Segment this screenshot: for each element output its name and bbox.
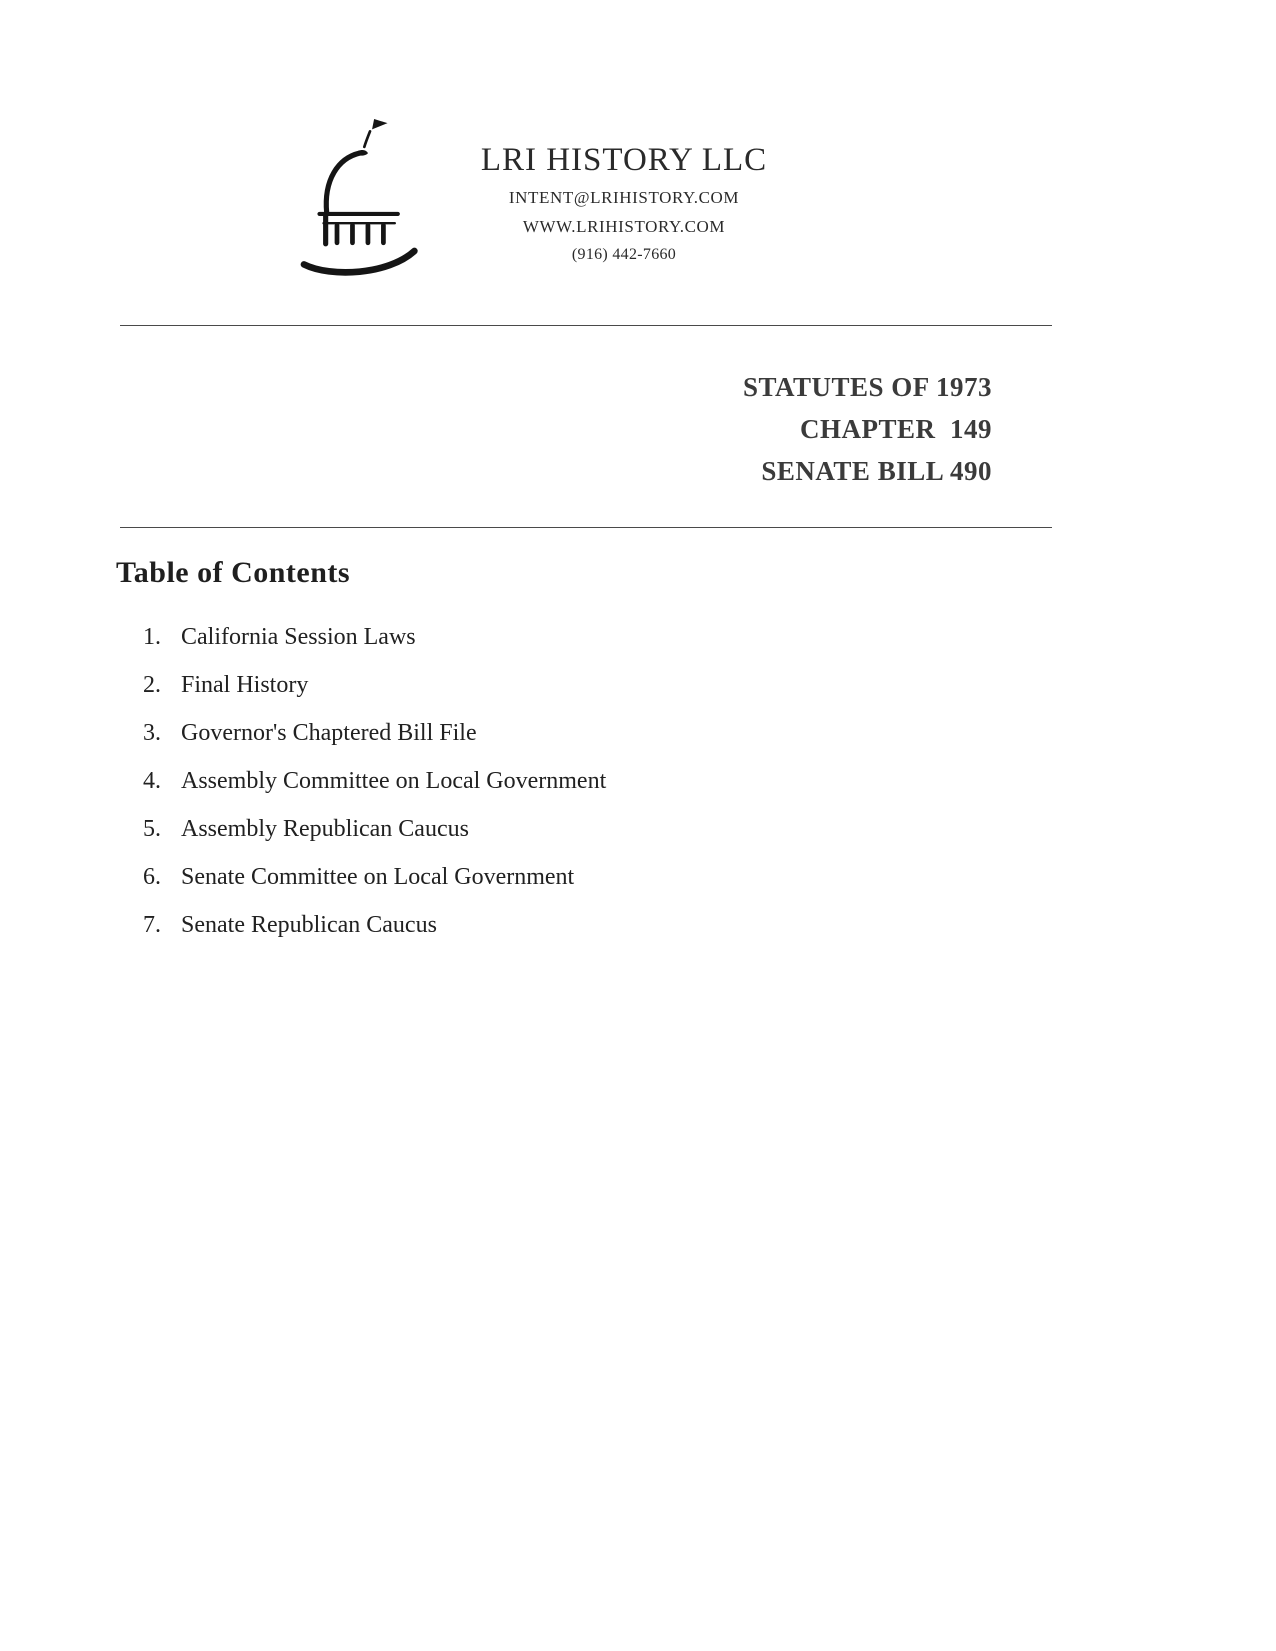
toc-item-label: Senate Committee on Local Government [181, 864, 575, 890]
toc-item-label: Assembly Committee on Local Government [181, 768, 607, 794]
toc-item-number: 1. [143, 624, 161, 650]
toc-item [143, 720, 606, 746]
divider-top [120, 325, 1052, 326]
toc-list [143, 624, 606, 960]
toc-item-number: 6. [143, 864, 161, 890]
toc-item [143, 672, 606, 698]
toc-item [143, 768, 606, 794]
company-website: WWW.LRIHISTORY.COM [522, 217, 726, 236]
company-phone: (916) 442-7660 [571, 246, 677, 263]
toc-item [143, 912, 606, 938]
toc-item-label: California Session Laws [181, 624, 416, 650]
toc-item-number: 7. [143, 912, 161, 938]
company-logo [295, 118, 445, 283]
statutes-chapter: CHAPTER 149 [799, 414, 992, 444]
company-email: INTENT@LRIHISTORY.COM [508, 188, 740, 207]
company-name: LRI HISTORY LLC [480, 142, 768, 178]
letterhead [295, 118, 769, 283]
toc-item-number: 2. [143, 672, 161, 698]
statutes-block [743, 366, 992, 492]
toc-item-number: 4. [143, 768, 161, 794]
toc-title: Table of Contents [116, 556, 351, 589]
toc-item [143, 816, 606, 842]
letterhead-text [479, 118, 769, 264]
toc-item [143, 624, 606, 650]
toc-item-label: Final History [181, 672, 309, 698]
toc-item-number: 3. [143, 720, 161, 746]
capitol-sketch-icon [295, 118, 445, 283]
toc-item-number: 5. [143, 816, 161, 842]
toc-item [143, 864, 606, 890]
statutes-year: STATUTES OF 1973 [742, 372, 992, 402]
toc-item-label: Assembly Republican Caucus [181, 816, 469, 842]
toc-item-label: Governor's Chaptered Bill File [181, 720, 477, 746]
statutes-bill: SENATE BILL 490 [761, 456, 992, 486]
toc-item-label: Senate Republican Caucus [181, 912, 437, 938]
divider-bottom [120, 527, 1052, 528]
